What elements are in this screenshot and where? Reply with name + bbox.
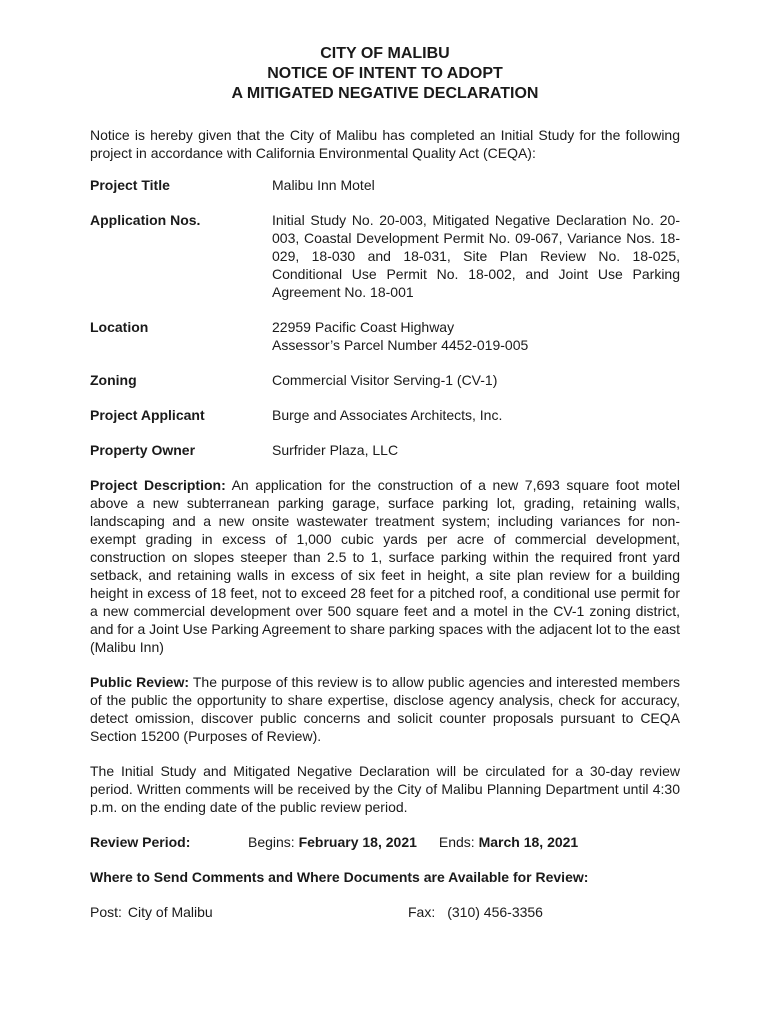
project-description-text: An application for the construction of a new 7,693 square foot motel above a new subterranean parking garage, surface parking lot, grading, retaining walls, landscaping and a new onsite wastewater treatment system; including variances for non-exempt grading in excess of 1,000 cubic yards per acre of commercial development, construction on slopes steeper than 2.5 to 1, surface parking within the required front yard setback, and retaining walls in excess of six feet in height, a site plan review for a building height in excess of 18 feet, not to exceed 28 feet for a pitched roof, a conditional use permit for a new commercial development over 500 square feet and a motel in the CV-1 zoning district, and for a Joint Use Parking Agreement to share parking spaces with the adjacent lot to the east (Malibu Inn) [90,477,680,655]
circulation-paragraph: The Initial Study and Mitigated Negative Declaration will be circulated for a 30-day review period. Written comments will be received by the City of Malibu Planning Department until 4:30 p.m. on the ending date of the public review period. [90,763,680,815]
review-period-label: Review Period: [90,834,191,850]
fax-label: Fax: [408,904,436,920]
field-label: Application Nos. [90,212,201,228]
public-review [90,673,680,745]
review-ends [439,833,578,851]
ends-label: Ends: [438,834,475,850]
location-address: 22959 Pacific Coast Highway [272,319,455,335]
header-declaration: A MITIGATED NEGATIVE DECLARATION [231,85,539,102]
post-value: City of Malibu [127,904,213,920]
where-heading: Where to Send Comments and Where Documents are Available for Review: [90,869,589,885]
field-application-nos [90,211,680,301]
field-value: Burge and Associates Architects, Inc. [272,407,503,423]
header-notice: NOTICE OF INTENT TO ADOPT [267,65,503,82]
project-description [90,476,680,656]
intro-paragraph: Notice is hereby given that the City of Malibu has completed an Initial Study for the following project in accordance with California Environmental Quality Act (CEQA): [90,127,680,161]
fax-value: (310) 456-3356 [447,904,543,920]
field-label: Project Applicant [90,407,205,423]
field-label: Project Title [90,177,170,193]
field-value [272,318,680,354]
field-label: Zoning [90,372,137,388]
begins-label: Begins: [248,834,295,850]
field-project-title [90,176,680,194]
begins-date: February 18, 2021 [298,834,417,850]
project-description-label: Project Description: [90,477,226,493]
location-parcel: Assessor’s Parcel Number 4452-019-005 [272,337,529,353]
project-fields [90,176,680,459]
field-label: Property Owner [90,442,196,458]
field-zoning [90,371,680,389]
field-property-owner [90,441,680,459]
review-period [90,833,680,851]
field-value: Surfrider Plaza, LLC [272,442,399,458]
field-project-applicant [90,406,680,424]
public-review-label: Public Review: [90,674,190,690]
public-review-text: The purpose of this review is to allow public agencies and interested members of the public the opportunity to share expertise, disclose agency analysis, check for accuracy, detect omission, discover public concerns and solicit counter proposals pursuant to CEQA Section 15200 (Purposes of Review). [90,674,681,744]
field-location [90,318,680,354]
field-value: Commercial Visitor Serving-1 (CV-1) [272,372,498,388]
contact-info [90,903,680,921]
field-value: Initial Study No. 20-003, Mitigated Negative Declaration No. 20-003, Coastal Development Permit No. 09-067, Variance Nos. 18-029, 18-030 and 18-031, Site Plan Review No. 18-025, Conditional Use Permit No. 18-002, and Joint Use Parking Agreement No. 18-001 [272,212,680,300]
ends-date: March 18, 2021 [478,834,579,850]
document-header [90,44,680,104]
field-label: Location [90,319,149,335]
notice-document [90,44,680,921]
field-value: Malibu Inn Motel [272,177,375,193]
header-city: CITY OF MALIBU [320,45,450,62]
post-label: Post: [90,904,122,920]
review-begins [248,833,417,851]
fax-contact [408,903,543,921]
post-contact [90,903,408,921]
